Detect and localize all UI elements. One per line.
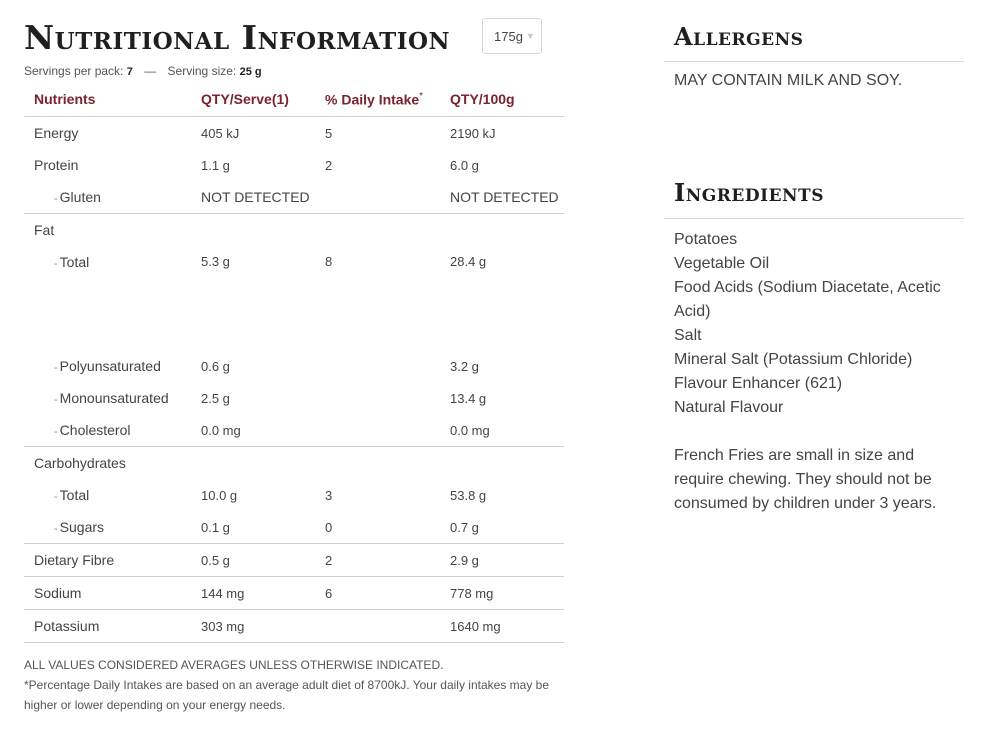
ingredient-item: Natural Flavour [674, 399, 784, 416]
qty-serve: NOT DETECTED [191, 181, 315, 214]
daily-intake: 2 [315, 544, 440, 577]
qty-100g: 13.4 g [450, 390, 487, 406]
qty-serve: 0.6 g [201, 358, 230, 374]
ingredients-title: Ingredients [674, 178, 824, 207]
nutrient-sub-name [24, 350, 191, 382]
qty-100g: 6.0 g [450, 157, 479, 173]
qty-serve: 2.5 g [201, 390, 230, 406]
nutrient-name: Polyunsaturated [59, 358, 161, 374]
daily-intake: 6 [315, 577, 440, 610]
nutrient-name: Carbohydrates [34, 455, 126, 471]
footnote-averages: ALL VALUES CONSIDERED AVERAGES UNLESS OTHERWISE INDICATED. [24, 658, 444, 672]
pack-size-select[interactable] [482, 18, 542, 54]
ingredient-item: Vegetable Oil [674, 255, 770, 272]
chevron-down-icon: ▼ [525, 31, 535, 41]
sub-bullet-icon: - [54, 491, 58, 503]
qty-serve: 144 mg [191, 577, 315, 610]
nutrient-sub-name [24, 414, 191, 447]
table-row [24, 447, 564, 480]
qty-serve: 5.3 g [201, 254, 230, 269]
qty-100g: 53.8 g [450, 487, 487, 503]
ingredient-item: Potatoes [674, 231, 738, 248]
qty-serve: 405 kJ [201, 125, 240, 141]
column-header-daily-intake [315, 82, 440, 117]
sub-bullet-icon: - [54, 193, 58, 205]
qty-100g [440, 447, 564, 480]
daily-intake: 2 [325, 157, 333, 173]
ingredients-list [674, 228, 964, 420]
nutrient-name: Fat [34, 222, 55, 238]
nutrient-name: Monounsaturated [59, 390, 169, 406]
column-header-qty-100g: QTY/100g [440, 82, 564, 117]
qty-100g [440, 214, 564, 247]
qty-100g: 778 mg [440, 577, 564, 610]
table-row [24, 414, 564, 447]
nutrient-sub-name [24, 246, 191, 318]
qty-serve: 10.0 g [201, 487, 238, 503]
nutrient-name: Potassium [24, 610, 191, 643]
nutrient-name: Protein [34, 157, 79, 173]
pack-size-value: 175g [494, 28, 523, 44]
nutritional-information-title: Nutritional Information [24, 18, 451, 57]
daily-intake [315, 214, 440, 247]
table-row [24, 246, 564, 318]
ingredient-item: Mineral Salt (Potassium Chloride) [674, 351, 913, 368]
column-header-nutrients: Nutrients [24, 82, 191, 117]
nutrient-name: Energy [34, 125, 79, 141]
nutrition-table [24, 82, 564, 643]
allergens-title: Allergens [674, 22, 804, 51]
table-row [24, 181, 564, 214]
daily-intake: 0 [315, 511, 440, 544]
nutrition-footnote [24, 655, 564, 715]
qty-serve [191, 447, 315, 480]
daily-intake-asterisk: * [419, 90, 424, 102]
qty-serve: 0.5 g [191, 544, 315, 577]
ingredient-item: Salt [674, 327, 702, 344]
qty-serve: 303 mg [191, 610, 315, 643]
table-row-spacer [24, 318, 564, 350]
nutrient-name: Total [59, 487, 90, 503]
table-row [24, 610, 564, 643]
servings-value: 7 [126, 66, 133, 78]
table-row [24, 511, 564, 544]
daily-intake [315, 414, 440, 447]
table-row [24, 149, 564, 181]
column-header-qty-serve: QTY/Serve(1) [191, 82, 315, 117]
qty-100g: 2.9 g [440, 544, 564, 577]
nutrition-header-row [24, 82, 564, 117]
nutrient-sub-name [24, 181, 191, 214]
nutrient-sub-name [24, 511, 191, 544]
daily-intake [315, 610, 440, 643]
choking-warning-note: French Fries are small in size and require chewing. They should not be consumed by children under 3 years. [674, 447, 937, 512]
nutrient-name: Dietary Fibre [24, 544, 191, 577]
ingredient-item: Food Acids (Sodium Diacetate, Acetic Acid) [674, 279, 941, 320]
daily-intake [315, 350, 440, 382]
table-row [24, 117, 564, 150]
daily-intake [315, 447, 440, 480]
nutrient-sub-name [24, 479, 191, 511]
daily-intake: 3 [325, 487, 333, 503]
nutrient-name: Sodium [24, 577, 191, 610]
table-row [24, 214, 564, 247]
sub-bullet-icon: - [54, 394, 58, 406]
sub-bullet-icon: - [54, 523, 58, 535]
nutrient-name: Gluten [59, 189, 101, 205]
qty-100g: 28.4 g [450, 254, 487, 269]
qty-100g: 0.7 g [440, 511, 564, 544]
daily-intake [315, 382, 440, 414]
qty-100g: 3.2 g [450, 358, 479, 374]
qty-100g: NOT DETECTED [440, 181, 564, 214]
qty-serve: 0.0 mg [191, 414, 315, 447]
footnote-daily-intake: *Percentage Daily Intakes are based on an average adult diet of 8700kJ. Your daily intakes may be higher or lower depending on your energy needs. [24, 678, 550, 712]
allergens-divider [664, 61, 964, 62]
nutrient-name: Total [59, 254, 90, 270]
table-row [24, 382, 564, 414]
nutrient-name: Sugars [59, 519, 105, 535]
serving-size-value: 25 g [239, 66, 262, 78]
qty-100g: 1640 mg [440, 610, 564, 643]
qty-serve: 0.1 g [191, 511, 315, 544]
daily-intake: 8 [325, 254, 333, 269]
sub-bullet-icon: - [54, 426, 58, 438]
serving-size-label: Serving size: [167, 64, 237, 78]
servings-label: Servings per pack: [24, 64, 124, 78]
ingredients-divider [664, 218, 964, 219]
daily-intake-header-label: % Daily Intake [325, 91, 420, 108]
ingredient-item: Flavour Enhancer (621) [674, 375, 843, 392]
nutrient-sub-name [24, 382, 191, 414]
sub-bullet-icon: - [54, 362, 58, 374]
daily-intake: 5 [325, 125, 333, 141]
allergens-text: MAY CONTAIN MILK AND SOY. [674, 72, 903, 89]
servings-info [24, 64, 262, 78]
daily-intake [315, 181, 440, 214]
table-row [24, 544, 564, 577]
qty-serve [191, 214, 315, 247]
sub-bullet-icon: - [54, 258, 58, 270]
table-row [24, 577, 564, 610]
table-row [24, 479, 564, 511]
qty-100g: 0.0 mg [440, 414, 564, 447]
qty-serve: 1.1 g [201, 157, 230, 173]
nutrient-name: Cholesterol [59, 422, 131, 438]
separator-dash: — [144, 64, 157, 78]
qty-100g: 2190 kJ [450, 125, 496, 141]
table-row [24, 350, 564, 382]
